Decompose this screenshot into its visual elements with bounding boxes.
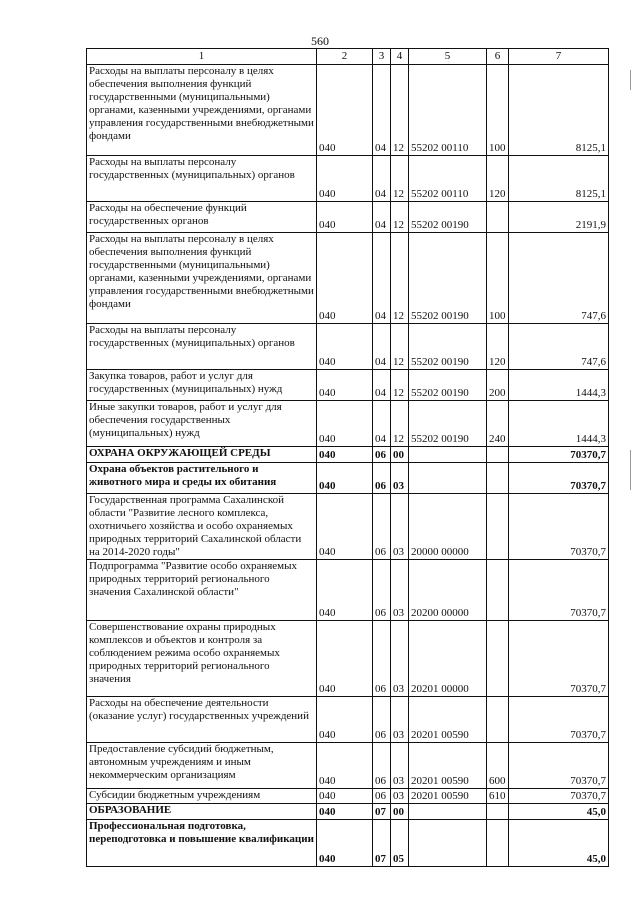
row-target-article [409,447,487,463]
row-admin-code: 040 [317,324,373,370]
row-expense-type: 120 [487,156,509,202]
row-admin-code: 040 [317,494,373,560]
row-expense-type: 100 [487,65,509,156]
row-section: 04 [373,370,391,401]
row-amount: 45,0 [509,820,609,867]
scan-edge-mark [630,450,631,490]
row-subsection: 12 [391,156,409,202]
budget-table [86,48,609,867]
row-subsection: 12 [391,324,409,370]
row-admin-code: 040 [317,743,373,789]
row-section: 06 [373,743,391,789]
page-number: 560 [311,34,329,48]
row-admin-code: 040 [317,401,373,447]
row-name: Совершенствование охраны природных комплексов и объектов и контроля за соблюдением режима особо охраняемых природных территорий регионального значения [87,621,317,697]
row-name: Расходы на выплаты персоналу государственных (муниципальных) органов [87,156,317,202]
row-section: 04 [373,202,391,233]
row-admin-code: 040 [317,202,373,233]
scan-edge-mark [630,70,631,90]
row-target-article: 20201 00590 [409,743,487,789]
row-expense-type [487,494,509,560]
row-target-article: 55202 00110 [409,156,487,202]
row-target-article: 55202 00190 [409,202,487,233]
table-row [87,463,609,494]
row-section: 06 [373,621,391,697]
row-target-article: 20201 00590 [409,789,487,804]
row-name: Государственная программа Сахалинской области "Развитие лесного комплекса, охотничьего хозяйства и особо охраняемых природных территорий Сахалинской области на 2014-2020 годы" [87,494,317,560]
row-name: Расходы на выплаты персоналу в целях обеспечения выполнения функций государственными (муниципальными) органами, казенными учреждениями, органами управления государственными внебюджетными фондами [87,65,317,156]
row-admin-code: 040 [317,697,373,743]
row-amount: 747,6 [509,324,609,370]
row-section: 06 [373,789,391,804]
row-subsection: 12 [391,401,409,447]
row-amount: 70370,7 [509,463,609,494]
table-row [87,401,609,447]
row-subsection: 00 [391,447,409,463]
row-target-article [409,820,487,867]
row-subsection: 03 [391,621,409,697]
row-subsection: 03 [391,789,409,804]
row-section: 06 [373,697,391,743]
row-expense-type [487,447,509,463]
row-amount: 747,6 [509,233,609,324]
row-subsection: 12 [391,202,409,233]
row-subsection: 03 [391,463,409,494]
row-expense-type: 240 [487,401,509,447]
row-admin-code: 040 [317,789,373,804]
row-subsection: 03 [391,560,409,621]
row-section: 06 [373,494,391,560]
row-subsection: 12 [391,65,409,156]
table-row [87,621,609,697]
row-expense-type: 200 [487,370,509,401]
row-expense-type: 100 [487,233,509,324]
row-amount: 45,0 [509,804,609,820]
row-target-article: 55202 00190 [409,401,487,447]
row-amount: 70370,7 [509,447,609,463]
row-subsection: 03 [391,743,409,789]
row-admin-code: 040 [317,370,373,401]
row-section: 04 [373,233,391,324]
row-admin-code: 040 [317,820,373,867]
row-expense-type [487,621,509,697]
row-amount: 1444,3 [509,370,609,401]
row-subsection: 05 [391,820,409,867]
row-subsection: 03 [391,697,409,743]
table-row [87,494,609,560]
table-row [87,804,609,820]
row-admin-code: 040 [317,463,373,494]
row-expense-type [487,804,509,820]
row-amount: 70370,7 [509,560,609,621]
row-section: 04 [373,401,391,447]
row-target-article: 55202 00110 [409,65,487,156]
row-expense-type: 600 [487,743,509,789]
row-name: Закупка товаров, работ и услуг для государственных (муниципальных) нужд [87,370,317,401]
table-row [87,156,609,202]
table-row [87,820,609,867]
row-name: Расходы на выплаты персоналу государственных (муниципальных) органов [87,324,317,370]
row-name: Иные закупки товаров, работ и услуг для обеспечения государственных (муниципальных) нужд [87,401,317,447]
row-target-article [409,804,487,820]
header-col-2: 2 [317,49,373,65]
row-name: Расходы на выплаты персоналу в целях обеспечения выполнения функций государственными (муниципальными) органами, казенными учреждениями, органами управления государственными внебюджетными фондами [87,233,317,324]
row-target-article: 20000 00000 [409,494,487,560]
row-subsection: 00 [391,804,409,820]
row-section: 07 [373,820,391,867]
row-expense-type: 610 [487,789,509,804]
row-name: Предоставление субсидий бюджетным, автономным учреждениям и иным некоммерческим организациям [87,743,317,789]
row-expense-type [487,820,509,867]
table-row [87,370,609,401]
row-amount: 70370,7 [509,789,609,804]
table-row [87,789,609,804]
row-amount: 70370,7 [509,697,609,743]
row-name: ОБРАЗОВАНИЕ [87,804,317,820]
row-target-article: 55202 00190 [409,233,487,324]
row-admin-code: 040 [317,447,373,463]
header-col-7: 7 [509,49,609,65]
row-expense-type [487,697,509,743]
row-section: 06 [373,447,391,463]
row-admin-code: 040 [317,560,373,621]
row-section: 04 [373,156,391,202]
row-expense-type: 120 [487,324,509,370]
row-name: Профессиональная подготовка, переподготовка и повышение квалификации [87,820,317,867]
row-subsection: 12 [391,370,409,401]
table-row [87,447,609,463]
table-row [87,560,609,621]
row-name: Подпрограмма "Развитие особо охраняемых природных территорий регионального значения Сахалинской области" [87,560,317,621]
row-name: Расходы на обеспечение функций государственных органов [87,202,317,233]
row-admin-code: 040 [317,233,373,324]
row-target-article: 20201 00000 [409,621,487,697]
row-amount: 8125,1 [509,65,609,156]
row-name: Субсидии бюджетным учреждениям [87,789,317,804]
table-row [87,743,609,789]
header-col-4: 4 [391,49,409,65]
row-name: ОХРАНА ОКРУЖАЮЩЕЙ СРЕДЫ [87,447,317,463]
row-section: 07 [373,804,391,820]
row-target-article: 20200 00000 [409,560,487,621]
table-row [87,202,609,233]
header-col-5: 5 [409,49,487,65]
row-section: 06 [373,463,391,494]
row-amount: 70370,7 [509,743,609,789]
row-target-article: 20201 00590 [409,697,487,743]
row-expense-type [487,560,509,621]
row-target-article: 55202 00190 [409,370,487,401]
table-row [87,65,609,156]
table-row [87,233,609,324]
row-section: 06 [373,560,391,621]
row-admin-code: 040 [317,621,373,697]
row-subsection: 03 [391,494,409,560]
table-row [87,324,609,370]
row-amount: 8125,1 [509,156,609,202]
header-col-6: 6 [487,49,509,65]
row-expense-type [487,463,509,494]
row-section: 04 [373,65,391,156]
row-name: Охрана объектов растительного и животного мира и среды их обитания [87,463,317,494]
row-amount: 70370,7 [509,621,609,697]
row-amount: 70370,7 [509,494,609,560]
row-admin-code: 040 [317,156,373,202]
row-target-article: 55202 00190 [409,324,487,370]
row-expense-type [487,202,509,233]
header-col-3: 3 [373,49,391,65]
row-amount: 1444,3 [509,401,609,447]
row-admin-code: 040 [317,65,373,156]
row-target-article [409,463,487,494]
row-admin-code: 040 [317,804,373,820]
row-section: 04 [373,324,391,370]
row-name: Расходы на обеспечение деятельности (оказание услуг) государственных учреждений [87,697,317,743]
header-row [87,49,609,65]
table-row [87,697,609,743]
row-subsection: 12 [391,233,409,324]
row-amount: 2191,9 [509,202,609,233]
header-col-1: 1 [87,49,317,65]
